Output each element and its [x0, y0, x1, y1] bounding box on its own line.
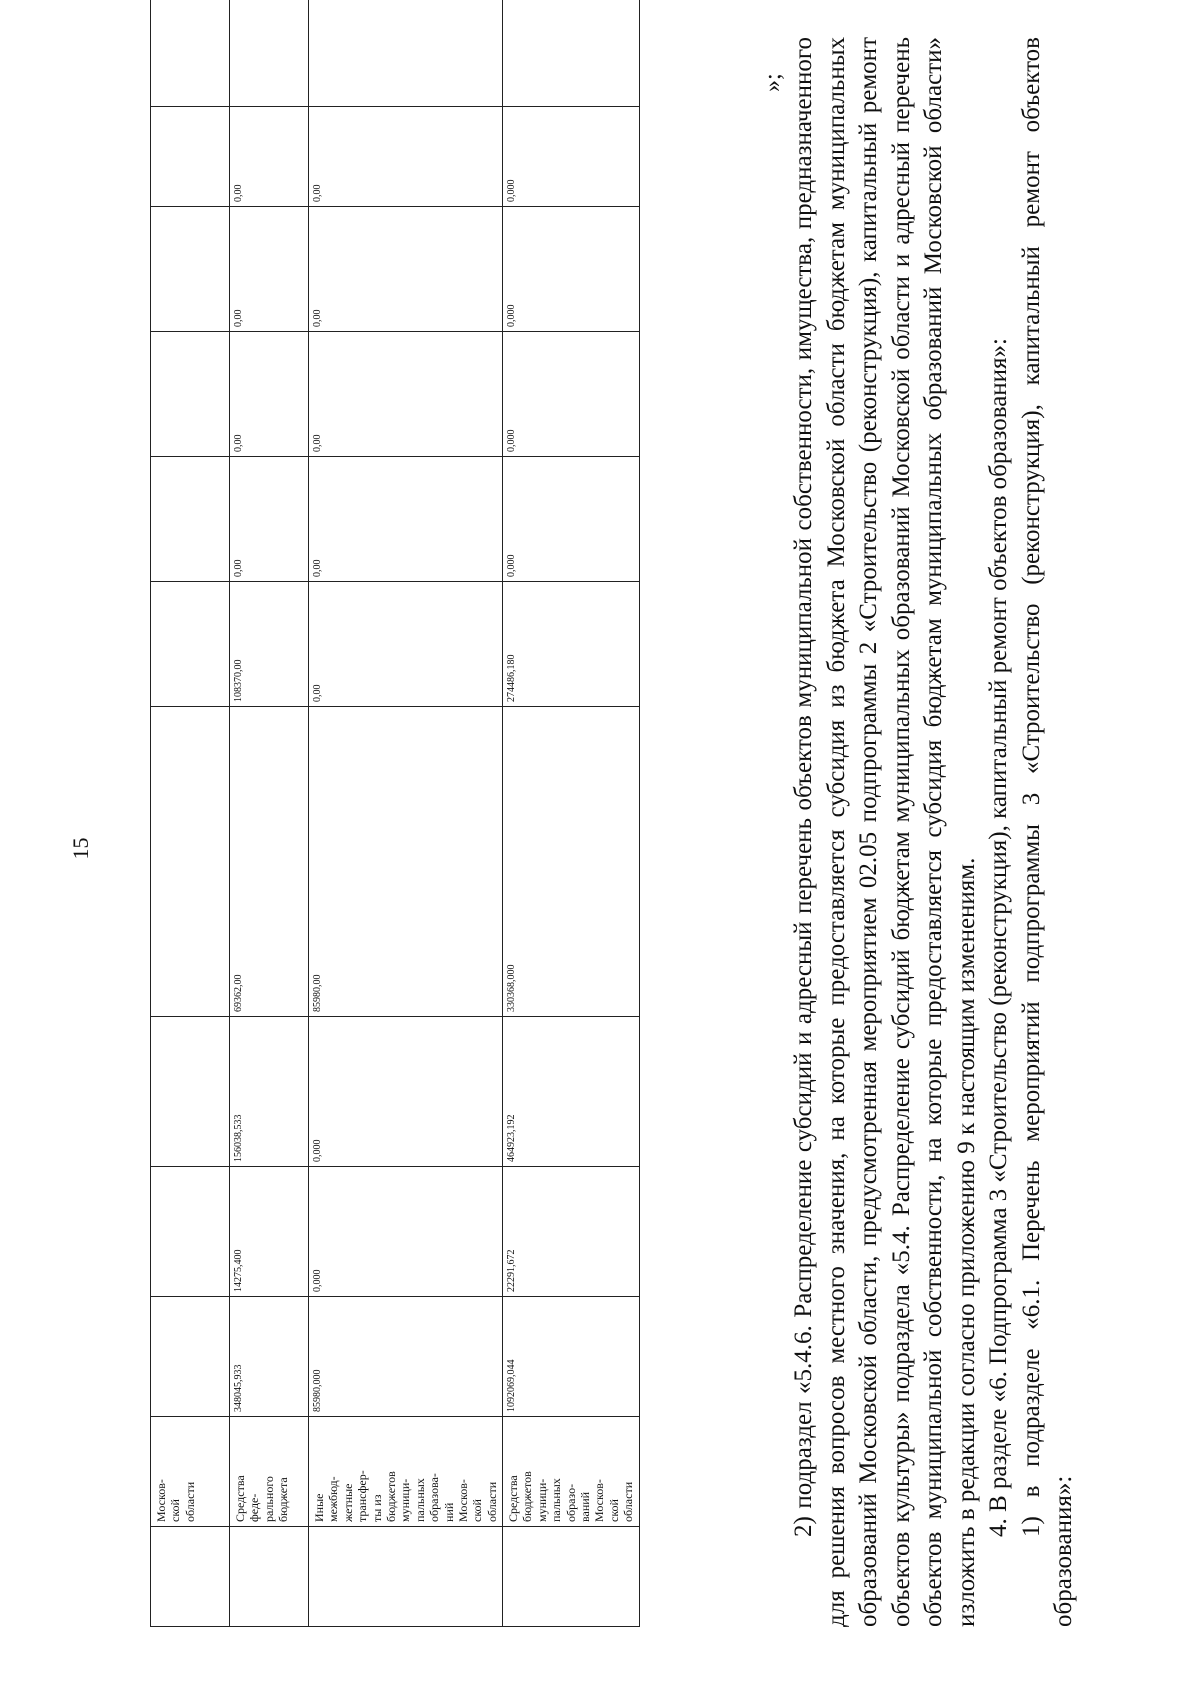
value-cell: 0,000: [503, 457, 640, 582]
paragraph-section-6: 4. В разделе «6. Подпрограмма 3 «Строительство (реконструкция), капитальный ремонт объектов образования»:: [985, 338, 1012, 1537]
table-row: [151, 0, 230, 1627]
value-cell: 0,00: [230, 332, 309, 457]
value-cell: 0,00: [230, 457, 309, 582]
funding-source-label: Средства феде- рального бюджета: [230, 1417, 309, 1527]
value-cell: 0,00: [309, 207, 503, 332]
value-cell: 0,00: [309, 332, 503, 457]
value-cell: [151, 707, 230, 1017]
value-cell: 0,000: [503, 207, 640, 332]
paragraph-subsection-6-1: 1) в подразделе «6.1. Перечень мероприятий подпрограммы 3 «Строительство (реконструкция), капитальный ремонт объектов образования»:: [1017, 37, 1077, 1627]
value-cell: 464923,192: [503, 1017, 640, 1167]
value-cell: 156038,533: [230, 1017, 309, 1167]
value-cell: [151, 1017, 230, 1167]
value-cell: [151, 1167, 230, 1297]
value-cell: 85980,00: [309, 707, 503, 1017]
funding-source-label: Средства бюджетов муници- пальных образо- ваний Москов- ской области: [503, 1417, 640, 1527]
empty-cell: [151, 0, 230, 107]
table-row: [230, 0, 309, 1627]
value-cell: [151, 207, 230, 332]
value-cell: 0,00: [309, 457, 503, 582]
value-cell: 0,000: [503, 332, 640, 457]
body-text: [788, 37, 1081, 1627]
page-number: 15: [68, 837, 93, 860]
empty-cell: [151, 1527, 230, 1627]
table-row: [309, 0, 503, 1627]
funding-source-label: Москов- ской области: [151, 1417, 230, 1527]
value-cell: 348045,933: [230, 1297, 309, 1417]
table-row: [503, 0, 640, 1627]
value-cell: 274486,180: [503, 582, 640, 707]
value-cell: 108370,00: [230, 582, 309, 707]
paragraph-subsection-5-4-6: 2) подраздел «5.4.6. Распределение субсидий и адресный перечень объектов муниципальной собственности, имущества, предназначенного для решения вопросов местного значения, на которые предоставляется субсидия из бюджета Московской области бюджетам муниципальных образований Московской области, предусмотренная мероприятием 02.05 подпрограммы 2 «Строительство (реконструкция), капитальный ремонт объектов культуры» подраздела «5.4. Распределение субсидий бюджетам муниципальных образований Московской области и адресный перечень объектов муниципальной собственности, на которые предоставляется субсидия бюджетам муниципальных образований Московской области» изложить в редакции согласно приложению 9 к настоящим изменениям.: [790, 37, 980, 1627]
budget-table: [150, 0, 640, 1627]
empty-cell: [230, 1527, 309, 1627]
value-cell: 330368,000: [503, 707, 640, 1017]
value-cell: 14275,400: [230, 1167, 309, 1297]
value-cell: [151, 582, 230, 707]
value-cell: 22291,672: [503, 1167, 640, 1297]
value-cell: 0,000: [309, 1017, 503, 1167]
value-cell: 0,00: [230, 107, 309, 207]
value-cell: 1092069,044: [503, 1297, 640, 1417]
empty-cell: [230, 0, 309, 107]
funding-source-label: Иные межбюд- жетные трансфер- ты из бюджетов муници- пальных образова- ний Москов- ской области: [309, 1417, 503, 1527]
value-cell: [151, 107, 230, 207]
value-cell: 0,00: [309, 582, 503, 707]
value-cell: 85980,000: [309, 1297, 503, 1417]
value-cell: 0,00: [230, 207, 309, 332]
empty-cell: [309, 1527, 503, 1627]
empty-cell: [503, 0, 640, 107]
value-cell: [151, 457, 230, 582]
value-cell: 69362,00: [230, 707, 309, 1017]
value-cell: 0,000: [503, 107, 640, 207]
value-cell: 0,000: [309, 1167, 503, 1297]
empty-cell: [503, 1527, 640, 1627]
value-cell: 0,00: [309, 107, 503, 207]
closing-quote: »;: [760, 73, 786, 92]
value-cell: [151, 332, 230, 457]
value-cell: [151, 1297, 230, 1417]
empty-cell: [309, 0, 503, 107]
